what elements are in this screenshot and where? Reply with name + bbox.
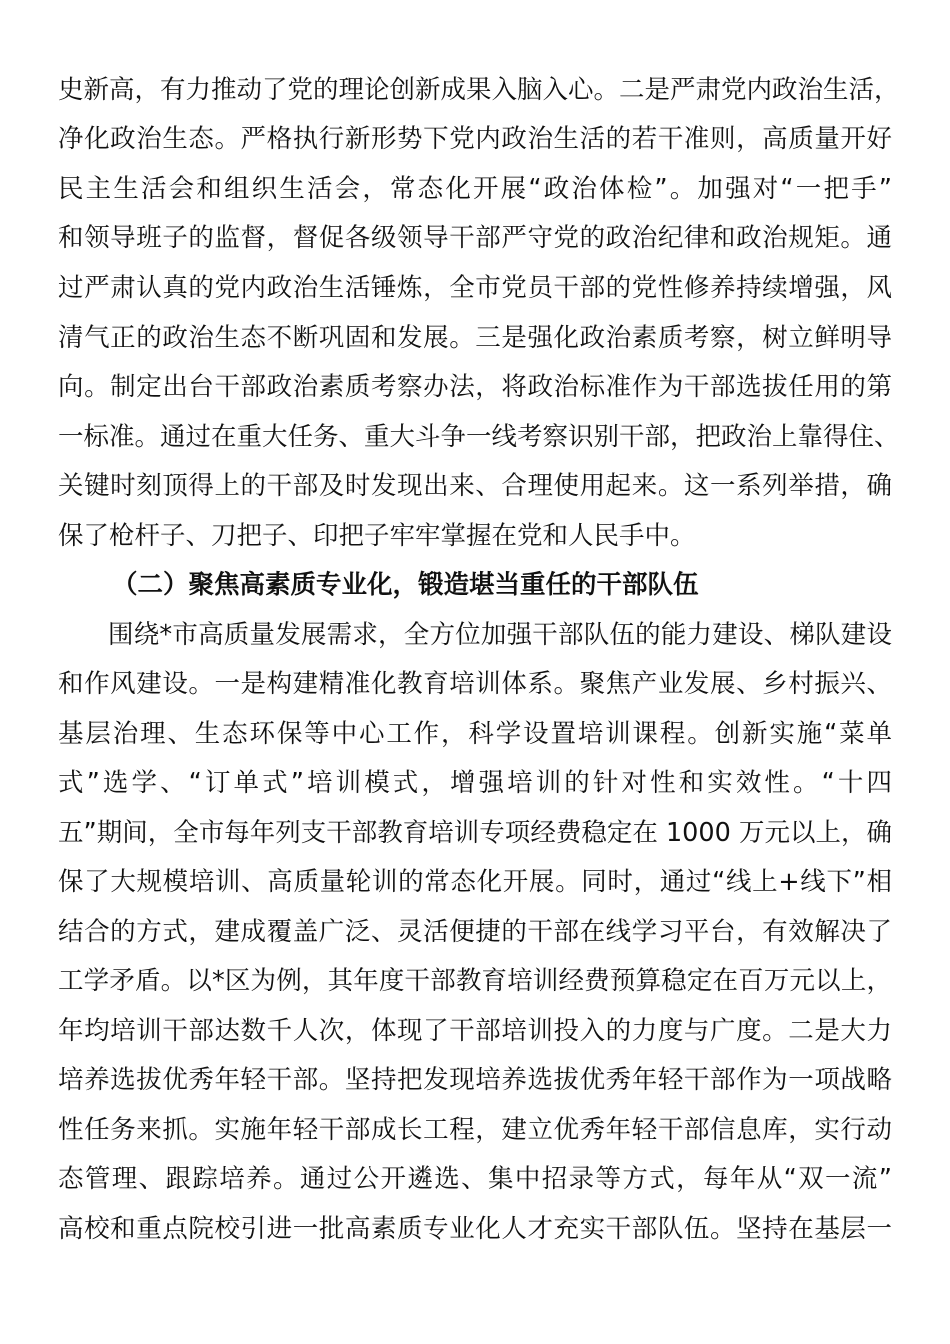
text-line: 式”选学、“订单式”培训模式，增强培训的针对性和实效性。“十四 [58,768,892,798]
text-line: 净化政治生态。严格执行新形势下党内政治生活的若干准则，高质量开好 [58,124,892,154]
text-line: 清气正的政治生态不断巩固和发展。三是强化政治素质考察，树立鲜明导 [58,323,892,353]
text-line: 保了枪杆子、刀把子、印把子牢牢掌握在党和人民手中。 [58,521,696,551]
text-line: 和作风建设。一是构建精准化教育培训体系。聚焦产业发展、乡村振兴、 [58,669,892,699]
text-line: 关键时刻顶得上的干部及时发现出来、合理使用起来。这一系列举措，确 [58,471,892,501]
text-line: 过严肃认真的党内政治生活锤炼，全市党员干部的党性修养持续增强，风 [58,273,892,303]
text-line: 培养选拔优秀年轻干部。坚持把发现培养选拔优秀年轻干部作为一项战略 [58,1065,892,1095]
text-line: 年均培训干部达数千人次，体现了干部培训投入的力度与广度。二是大力 [58,1016,892,1046]
text-line: 基层治理、生态环保等中心工作，科学设置培训课程。创新实施“菜单 [58,719,892,749]
text-line: 民主生活会和组织生活会，常态化开展“政治体检”。加强对“一把手” [58,174,892,204]
text-line: 高校和重点院校引进一批高素质专业化人才充实干部队伍。坚持在基层一 [58,1214,892,1244]
text-line: 工学矛盾。以*区为例，其年度干部教育培训经费预算稳定在百万元以上， [58,966,892,996]
text-line: 一标准。通过在重大任务、重大斗争一线考察识别干部，把政治上靠得住、 [58,422,900,452]
text-line: 围绕*市高质量发展需求，全方位加强干部队伍的能力建设、梯队建设 [108,620,892,650]
text-line: 向。制定出台干部政治素质考察办法，将政治标准作为干部选拔任用的第 [58,372,892,402]
text-line: 态管理、跟踪培养。通过公开遴选、集中招录等方式，每年从“双一流” [58,1164,892,1194]
text-line: 结合的方式，建成覆盖广泛、灵活便捷的干部在线学习平台，有效解决了 [58,917,892,947]
text-line: 和领导班子的监督，督促各级领导干部严守党的政治纪律和政治规矩。通 [58,223,892,253]
text-line: 性任务来抓。实施年轻干部成长工程，建立优秀年轻干部信息库，实行动 [58,1115,892,1145]
text-line: 五”期间，全市每年列支干部教育培训专项经费稳定在 1000 万元以上，确 [58,818,892,848]
text-line: 史新高，有力推动了党的理论创新成果入脑入心。二是严肃党内政治生活， [58,75,900,105]
text-line: 保了大规模培训、高质量轮训的常态化开展。同时，通过“线上+线下”相 [58,867,892,897]
section-heading: （二）聚焦高素质专业化，锻造堪当重任的干部队伍 [112,570,699,600]
